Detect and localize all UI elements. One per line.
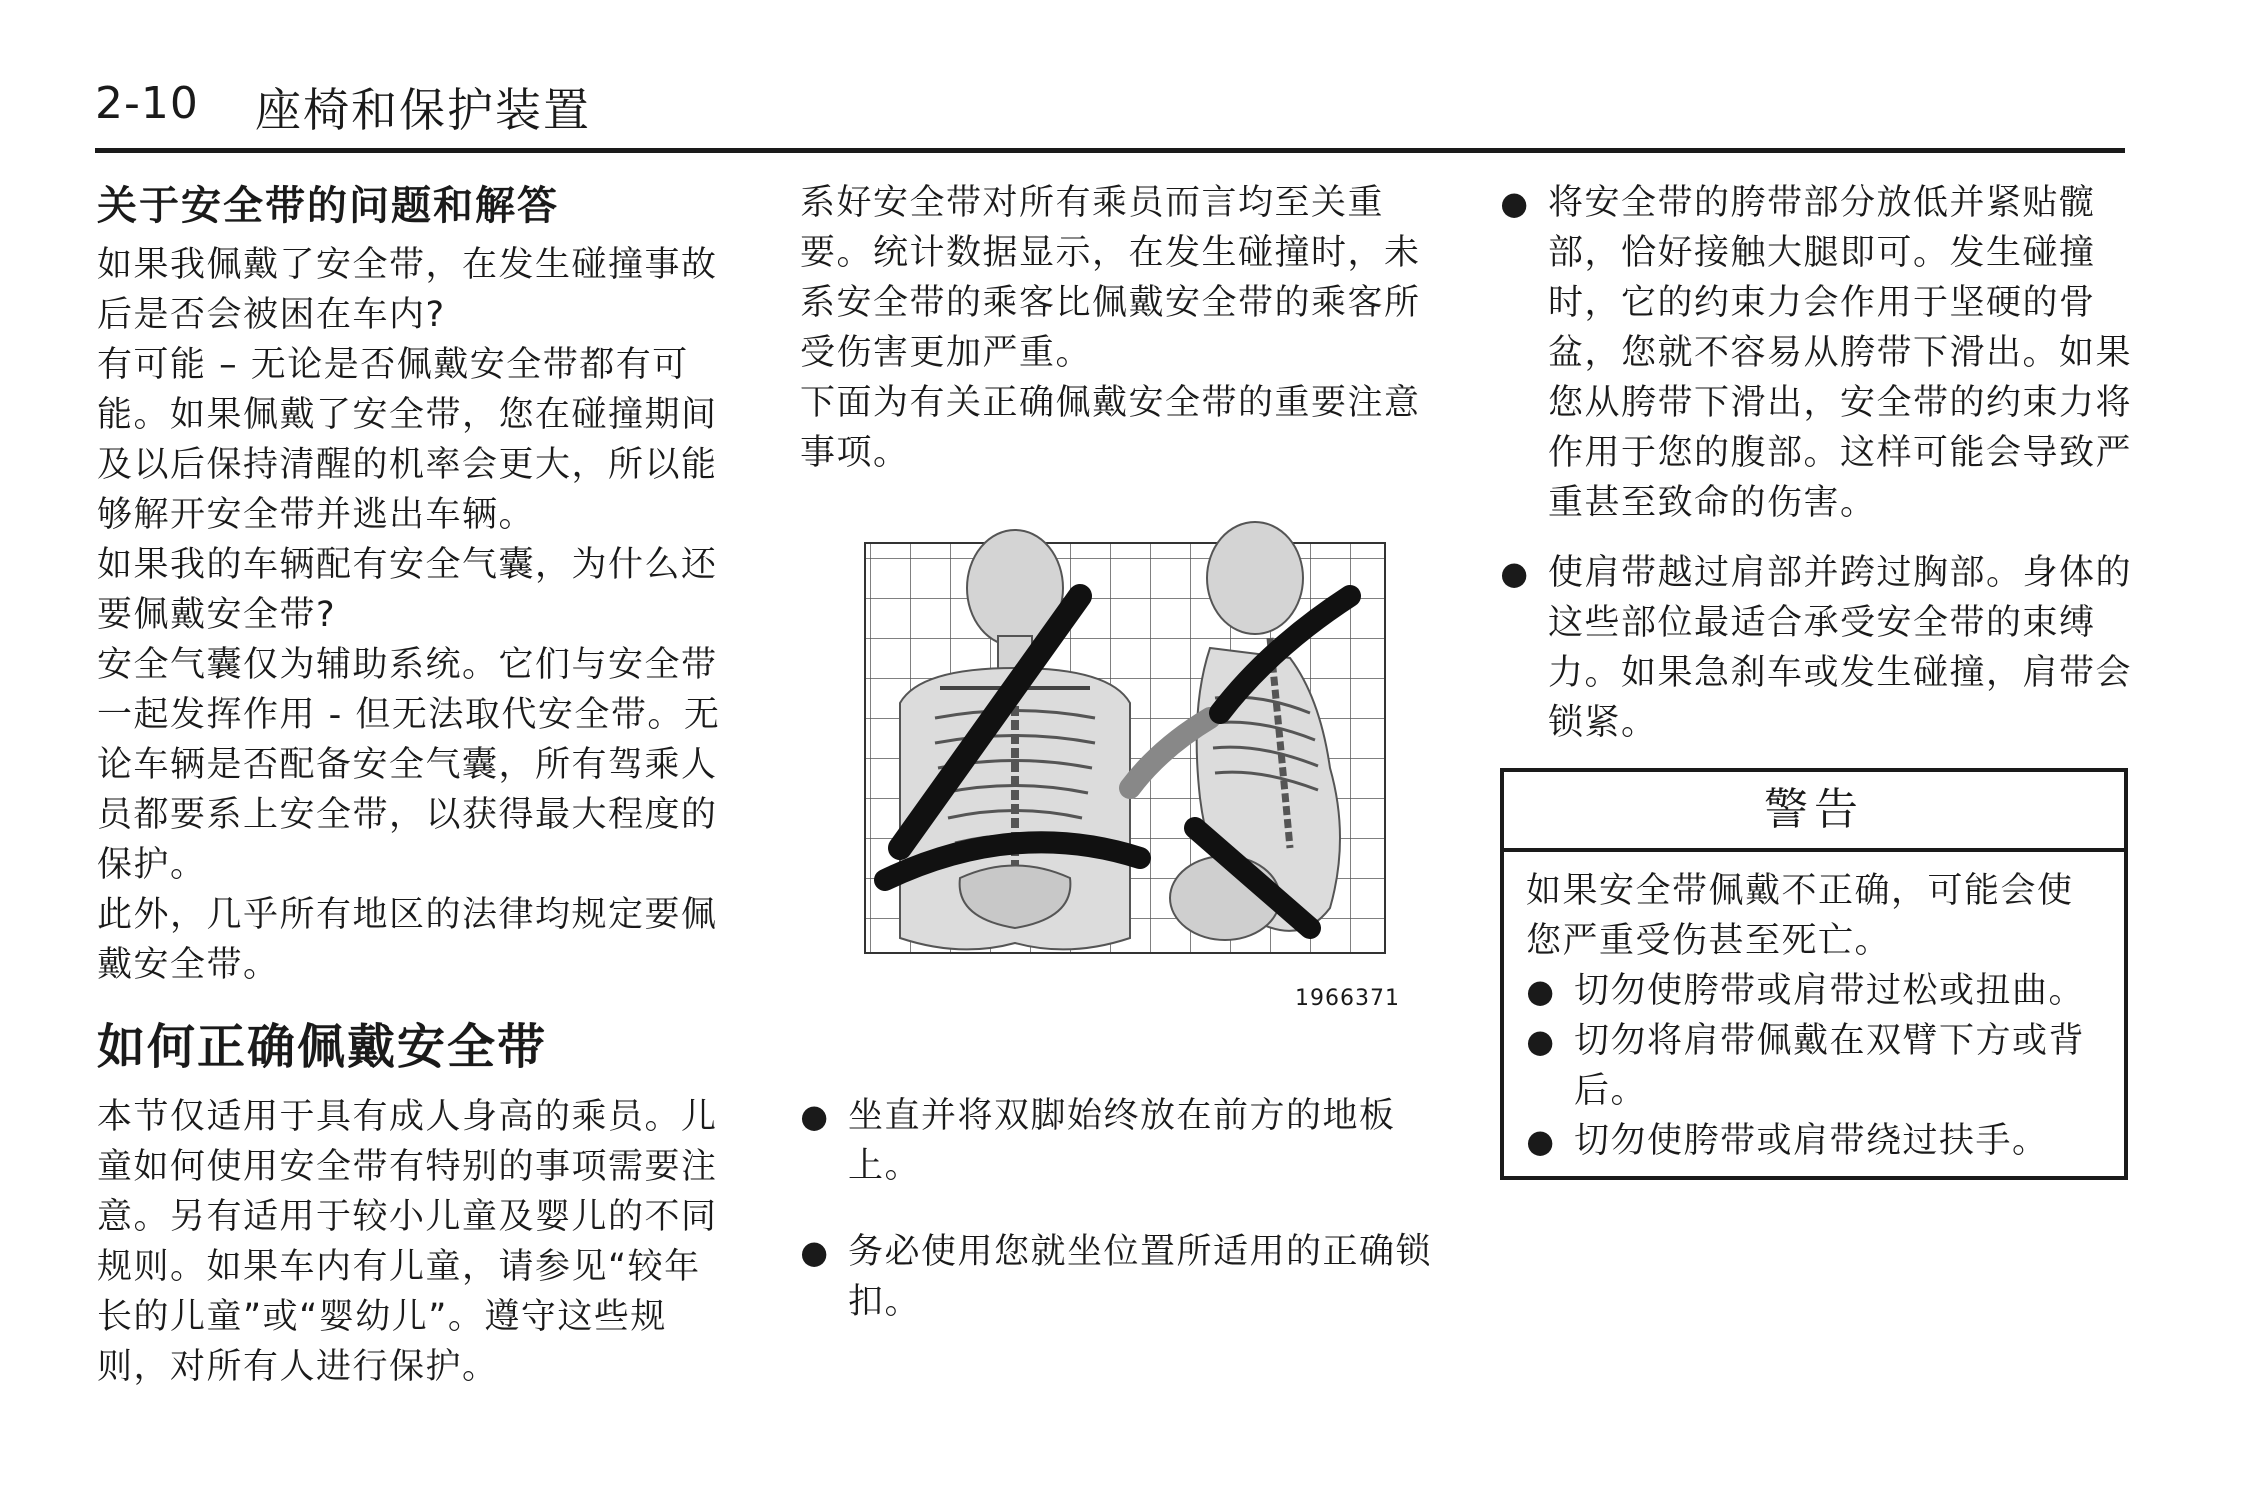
warning-intro: 如果安全带佩戴不正确，可能会使您严重受伤甚至死亡。 xyxy=(1526,871,2074,961)
bullet-text: 切勿使胯带或肩带过松或扭曲。 xyxy=(1574,971,2086,1011)
bullet-text: 务必使用您就坐位置所适用的正确锁扣。 xyxy=(848,1232,1433,1322)
figure-id: 1966371 xyxy=(1295,986,1400,1011)
faq-answer-1: 有可能 – 无论是否佩戴安全带都有可能。如果佩戴了安全带，您在碰撞期间及以后保持清醒的机率会更大，所以能够解开安全带并逃出车辆。 xyxy=(97,345,718,535)
list-item xyxy=(1526,1116,2104,1166)
faq-heading: 关于安全带的问题和解答 xyxy=(97,183,559,229)
bullet-text: 切勿将肩带佩戴在双臂下方或背后。 xyxy=(1574,1021,2086,1111)
list-item xyxy=(800,1227,1440,1327)
bullet-icon: ● xyxy=(1500,554,1530,592)
seatbelt-skeleton-svg xyxy=(830,518,1390,978)
warning-title: 警告 xyxy=(1504,772,2124,852)
right-column xyxy=(1500,178,2140,1180)
bullet-text: 将安全带的胯带部分放低并紧贴髋部，恰好接触大腿即可。发生碰撞时，它的约束力会作用于坚硬的骨盆，您就不容易从胯带下滑出。如果您从胯带下滑出，安全带的约束力将作用于您的腹部。这样可能会导致严重甚至致命的伤害。 xyxy=(1548,183,2133,523)
list-item xyxy=(1526,966,2104,1016)
middle-column xyxy=(800,178,1440,1363)
posture-bullet-list xyxy=(800,1091,1440,1327)
how-to-wear-heading: 如何正确佩戴安全带 xyxy=(97,1019,548,1075)
list-item xyxy=(1500,178,2140,528)
left-column xyxy=(97,178,737,1392)
page-section-title: 座椅和保护装置 xyxy=(255,83,591,137)
belt-position-bullet-list xyxy=(1500,178,2140,748)
faq-answer-2: 安全气囊仅为辅助系统。它们与安全带 一起发挥作用 - 但无法取代安全带。无论车辆是否配备安全气囊，所有驾乘人员都要系上安全带，以获得最大程度的保护。 xyxy=(97,645,721,885)
faq-question-1: 如果我佩戴了安全带，在发生碰撞事故后是否会被困在车内? xyxy=(97,245,718,335)
seatbelt-skeleton-illustration xyxy=(830,518,1390,978)
warning-box xyxy=(1500,768,2128,1180)
importance-paragraph: 系好安全带对所有乘员而言均至关重要。统计数据显示，在发生碰撞时，未系安全带的乘客比佩戴安全带的乘客所受伤害更加严重。 xyxy=(800,183,1421,373)
bullet-text: 使肩带越过肩部并跨过胸部。身体的这些部位最适合承受安全带的束缚力。如果急刹车或发生碰撞，肩带会锁紧。 xyxy=(1548,553,2133,743)
warning-body xyxy=(1504,852,2124,1176)
bullet-icon: ● xyxy=(800,1097,830,1135)
faq-answer-3: 此外，几乎所有地区的法律均规定要佩戴安全带。 xyxy=(97,895,718,985)
bullet-icon: ● xyxy=(1500,184,1530,222)
how-to-wear-paragraph: 本节仅适用于具有成人身高的乘员。儿童如何使用安全带有特别的事项需要注意。另有适用于较小儿童及婴儿的不同规则。如果车内有儿童，请参见“较年长的儿童”或“婴幼儿”。遵守这些规则，对所有人进行保护。 xyxy=(97,1097,718,1387)
bullet-icon: ● xyxy=(1526,1022,1556,1060)
bullet-icon: ● xyxy=(1526,1122,1556,1160)
list-item xyxy=(800,1091,1440,1191)
page-header xyxy=(95,70,2125,153)
bullet-text: 坐直并将双脚始终放在前方的地板上。 xyxy=(848,1096,1396,1186)
bullet-text: 切勿使胯带或肩带绕过扶手。 xyxy=(1574,1121,2049,1161)
bullet-icon: ● xyxy=(800,1233,830,1271)
warning-bullet-list xyxy=(1526,966,2104,1166)
list-item xyxy=(1500,548,2140,748)
page-number: 2-10 xyxy=(95,78,199,129)
bullet-icon: ● xyxy=(1526,972,1556,1010)
faq-question-2: 如果我的车辆配有安全气囊，为什么还要佩戴安全带? xyxy=(97,545,718,635)
tips-intro-paragraph: 下面为有关正确佩戴安全带的重要注意事项。 xyxy=(800,383,1421,473)
list-item xyxy=(1526,1016,2104,1116)
